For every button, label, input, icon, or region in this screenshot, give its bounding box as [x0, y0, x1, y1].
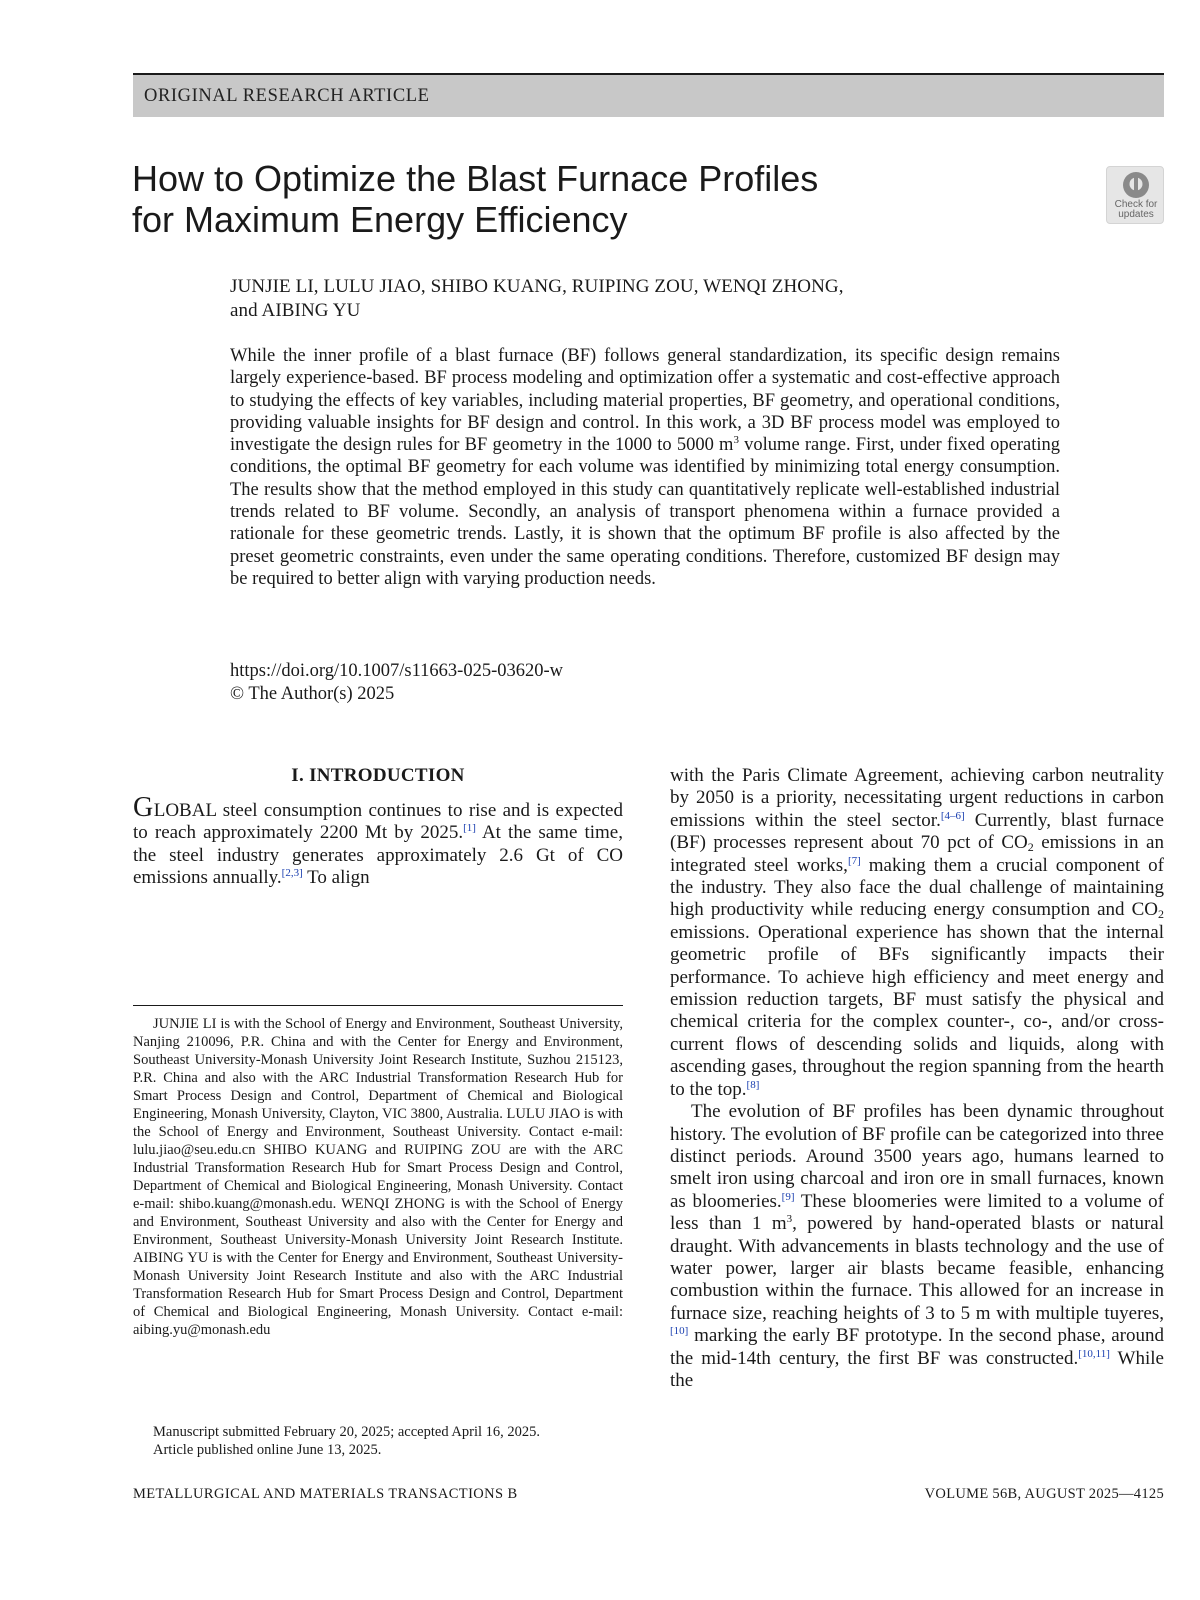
section-heading: I. INTRODUCTION — [291, 765, 465, 786]
subscript: 2 — [1027, 840, 1034, 855]
submission-line: Manuscript submitted February 20, 2025; accepted April 16, 2025. — [153, 1424, 540, 1440]
citation-link[interactable]: [9] — [781, 1190, 795, 1203]
body-text: The evolution of BF profiles has been dynamic throughout history. The evolution of BF profile can be categorized into three distinct periods. Around 3500 years ago, humans learned to smelt iron using charcoal and iron ore in small furnaces, known as bloomeries. — [670, 1101, 1164, 1212]
body-text: While the — [670, 1347, 1164, 1391]
drop-cap: G — [133, 792, 154, 823]
lead-caps: LOBAL — [153, 800, 217, 821]
doi-block — [230, 660, 563, 706]
body-paragraph — [670, 765, 1164, 1101]
crossmark-icon — [1122, 171, 1150, 199]
crossmark-label — [1107, 200, 1165, 220]
body-text: emissions in an integrated steel works, — [670, 832, 1164, 876]
citation-link[interactable]: [10] — [670, 1325, 689, 1338]
crossmark-label-line: Check for — [1114, 199, 1158, 210]
body-text: At the same time, the steel industry generates approximately 2.6 Gt of CO emissions annually. — [133, 822, 623, 889]
article-type-banner: ORIGINAL RESEARCH ARTICLE — [133, 75, 1164, 117]
citation-link[interactable]: [2,3] — [281, 867, 303, 880]
footnote-divider — [133, 1005, 623, 1006]
abstract-text: While the inner profile of a blast furnace (BF) follows general standardization, its specific design remains largely experience-based. BF process modeling and optimization offer a systematic and cost-effective approach to studying the effects of key variables, including material properties, BF geometry, and operational conditions, providing valuable insights for BF design and control. In this work, a 3D BF process model was employed to investigate the design rules for BF geometry in the 1000 to 5000 m — [230, 346, 1060, 456]
volume-page: VOLUME 56B, AUGUST 2025—4125 — [924, 1486, 1164, 1502]
crossmark-label-line: updates — [1118, 209, 1154, 220]
body-text: These bloomeries were limited to a volume of less than 1 m — [670, 1190, 1164, 1235]
copyright: © The Author(s) 2025 — [230, 684, 395, 704]
body-text: with the Paris Climate Agreement, achieving carbon neutrality by 2050 is a priority, necessitating urgent reductions in carbon emissions within the steel sector. — [670, 765, 1164, 831]
body-text: To align — [302, 867, 370, 889]
intro-paragraph — [133, 792, 623, 890]
author-list — [230, 275, 1030, 323]
citation-link[interactable]: [7] — [847, 854, 861, 867]
superscript: 3 — [786, 1213, 793, 1226]
body-paragraph — [670, 1101, 1164, 1392]
body-text: emissions. Operational experience has shown that the internal geometric profile of BFs significantly impacts their performance. To achieve high efficiency and meet energy and emission reduction targets, BF must satisfy the physical and chemical criteria for the complex counter-, co-, and/or cross-current flows of descending solids and liquids, along with ascending gases, throughout the region spanning from the hearth to the top. — [670, 921, 1164, 1100]
citation-link[interactable]: [10,11] — [1078, 1347, 1110, 1360]
affiliations-footnote: JUNJIE LI is with the School of Energy and Environment, Southeast University, Nanjing 210096, P.R. China and with the Center for Energy and Environment, Southeast University-Monash University Joint Research Institute, Suzhou 215123, P.R. China and also with the ARC Industrial Transformation Research Hub for Smart Process Design and Control, Department of Chemical and Biological Engineering, Monash University, Clayton, VIC 3800, Australia. LULU JIAO is with the School of Energy and Environment, Southeast University. Contact e-mail: lulu.jiao@seu.edu.cn SHIBO KUANG and RUIPING ZOU are with the ARC Industrial Transformation Research Hub for Smart Process Design and Control, Department of Chemical and Biological Engineering, Monash University. Contact e-mail: shibo.kuang@monash.edu. WENQI ZHONG is with the School of Energy and Environment, Southeast University and also with the Center for Energy and Environment, Southeast University-Monash University Joint Research Institute. AIBING YU is with the Center for Energy and Environment, Southeast University-Monash University Joint Research Institute and also with the ARC Industrial Transformation Research Hub for Smart Process Design and Control, Department of Chemical and Biological Engineering, Monash University. Contact e-mail: aibing.yu@monash.edu — [133, 1016, 623, 1338]
author-line: and AIBING YU — [230, 300, 361, 321]
body-text: Currently, blast furnace (BF) processes represent about 70 pct of CO — [670, 809, 1164, 854]
submission-dates — [133, 1423, 623, 1459]
submission-line: Article published online June 13, 2025. — [153, 1442, 382, 1458]
title-line: How to Optimize the Blast Furnace Profiles — [132, 158, 819, 199]
citation-link[interactable]: [1] — [463, 822, 476, 835]
left-column — [133, 765, 623, 890]
doi-link[interactable]: https://doi.org/10.1007/s11663-025-03620-w — [230, 661, 563, 681]
body-text: , powered by hand-operated blasts or natural draught. With advancements in blasts technology and the use of water power, larger air blasts became feasible, enhancing combustion within the furnace. This allowed for an increase in furnace size, reaching heights of 3 to 5 m with multiple tuyeres, — [670, 1213, 1165, 1324]
abstract — [230, 345, 1060, 590]
journal-name: METALLURGICAL AND MATERIALS TRANSACTIONS B — [133, 1486, 518, 1502]
title-line: for Maximum Energy Efficiency — [132, 199, 628, 240]
superscript: 3 — [733, 434, 739, 447]
right-column — [670, 765, 1164, 1392]
citation-link[interactable]: [8] — [746, 1078, 760, 1091]
body-text: steel consumption continues to rise and is expected to reach approximately 2200 Mt by 2025. — [133, 800, 623, 844]
body-text: making them a crucial component of the industry. They also face the dual challenge of maintaining high productivity while reducing energy consumption and CO — [670, 854, 1164, 921]
abstract-text: volume range. First, under fixed operating conditions, the optimal BF geometry for each volume was identified by minimizing total energy consumption. The results show that the method employed in this study can quantitatively replicate well-established industrial trends related to BF volume. Secondly, an analysis of transport phenomena within a furnace provided a rationale for these geometric trends. Lastly, it is shown that the optimum BF profile is also affected by the preset geometric constraints, even under the same operating conditions. Therefore, customized BF design may be required to better align with varying production needs. — [230, 435, 1061, 589]
author-line: JUNJIE LI, LULU JIAO, SHIBO KUANG, RUIPING ZOU, WENQI ZHONG, — [230, 276, 844, 297]
article-title — [132, 158, 952, 240]
subscript: 2 — [1158, 907, 1164, 922]
check-for-updates-button[interactable] — [1106, 166, 1164, 224]
body-text: marking the early BF prototype. In the second phase, around the mid-14th century, the first BF was constructed. — [670, 1325, 1164, 1369]
citation-link[interactable]: [4–6] — [940, 809, 965, 822]
